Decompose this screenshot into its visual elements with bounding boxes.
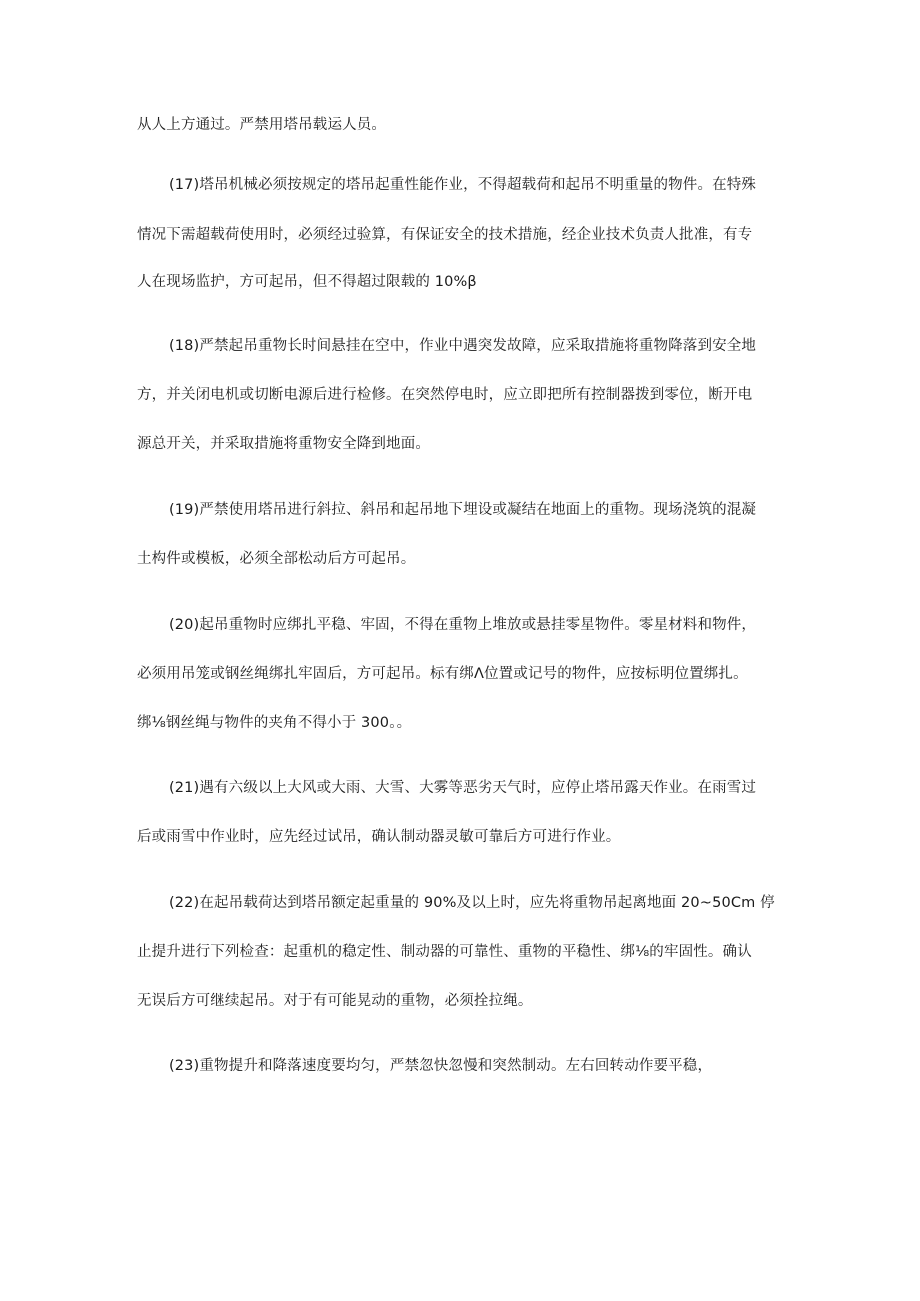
paragraph-22-line-1: (22)在起吊载荷达到塔吊额定起重量的 90%及以上时，应先将重物吊起离地面 20~50Cm 停 [169, 895, 775, 911]
paragraph-21-line-1: (21)遇有六级以上大风或大雨、大雪、大雾等恶劣天气时，应停止塔吊露天作业。在雨雪过 [169, 780, 757, 796]
paragraph-22-line-3: 无误后方可继续起吊。对于有可能晃动的重物，必须拴拉绳。 [137, 993, 533, 1009]
paragraph-22-line-2: 止提升进行下列检查：起重机的稳定性、制动器的可靠性、重物的平稳性、绑⅛的牢固性。确认 [137, 944, 752, 960]
paragraph-19-line-1: (19)严禁使用塔吊进行斜拉、斜吊和起吊地下埋设或凝结在地面上的重物。现场浇筑的混凝 [169, 502, 757, 518]
paragraph-20-line-1: (20)起吊重物时应绑扎平稳、牢固，不得在重物上堆放或悬挂零星物件。零星材料和物件， [169, 617, 757, 633]
paragraph-18-line-1: (18)严禁起吊重物长时间悬挂在空中，作业中遇突发故障，应采取措施将重物降落到安全地 [169, 338, 757, 354]
paragraph-19-line-2: 土构件或模板，必须全部松动后方可起吊。 [137, 551, 416, 567]
paragraph-18-line-2: 方，并关闭电机或切断电源后进行检修。在突然停电时，应立即把所有控制器拨到零位，断开电 [137, 387, 753, 403]
paragraph-23-line-1: (23)重物提升和降落速度要均匀，严禁忽快忽慢和突然制动。左右回转动作要平稳， [169, 1058, 713, 1074]
paragraph-20-line-3: 绑⅛钢丝绳与物件的夹角不得小于 300。。 [137, 715, 412, 731]
paragraph-17-line-3: 人在现场监护，方可起吊，但不得超过限载的 10%β [137, 274, 477, 290]
paragraph-17-line-1: (17)塔吊机械必须按规定的塔吊起重性能作业，不得超载荷和起吊不明重量的物件。在特殊 [169, 177, 757, 193]
paragraph-21-line-2: 后或雨雪中作业时，应先经过试吊，确认制动器灵敏可靠后方可进行作业。 [137, 829, 621, 845]
paragraph-18-line-3: 源总开关，并采取措施将重物安全降到地面。 [137, 436, 430, 452]
paragraph-17-line-2: 情况下需超载荷使用时，必须经过验算，有保证安全的技术措施，经企业技术负责人批准，有专 [137, 227, 753, 243]
paragraph-16-line-1: 从人上方通过。严禁用塔吊载运人员。 [137, 117, 387, 133]
paragraph-20-line-2: 必须用吊笼或钢丝绳绑扎牢固后，方可起吊。标有绑Λ位置或记号的物件，应按标明位置绑扎。 [137, 666, 748, 682]
